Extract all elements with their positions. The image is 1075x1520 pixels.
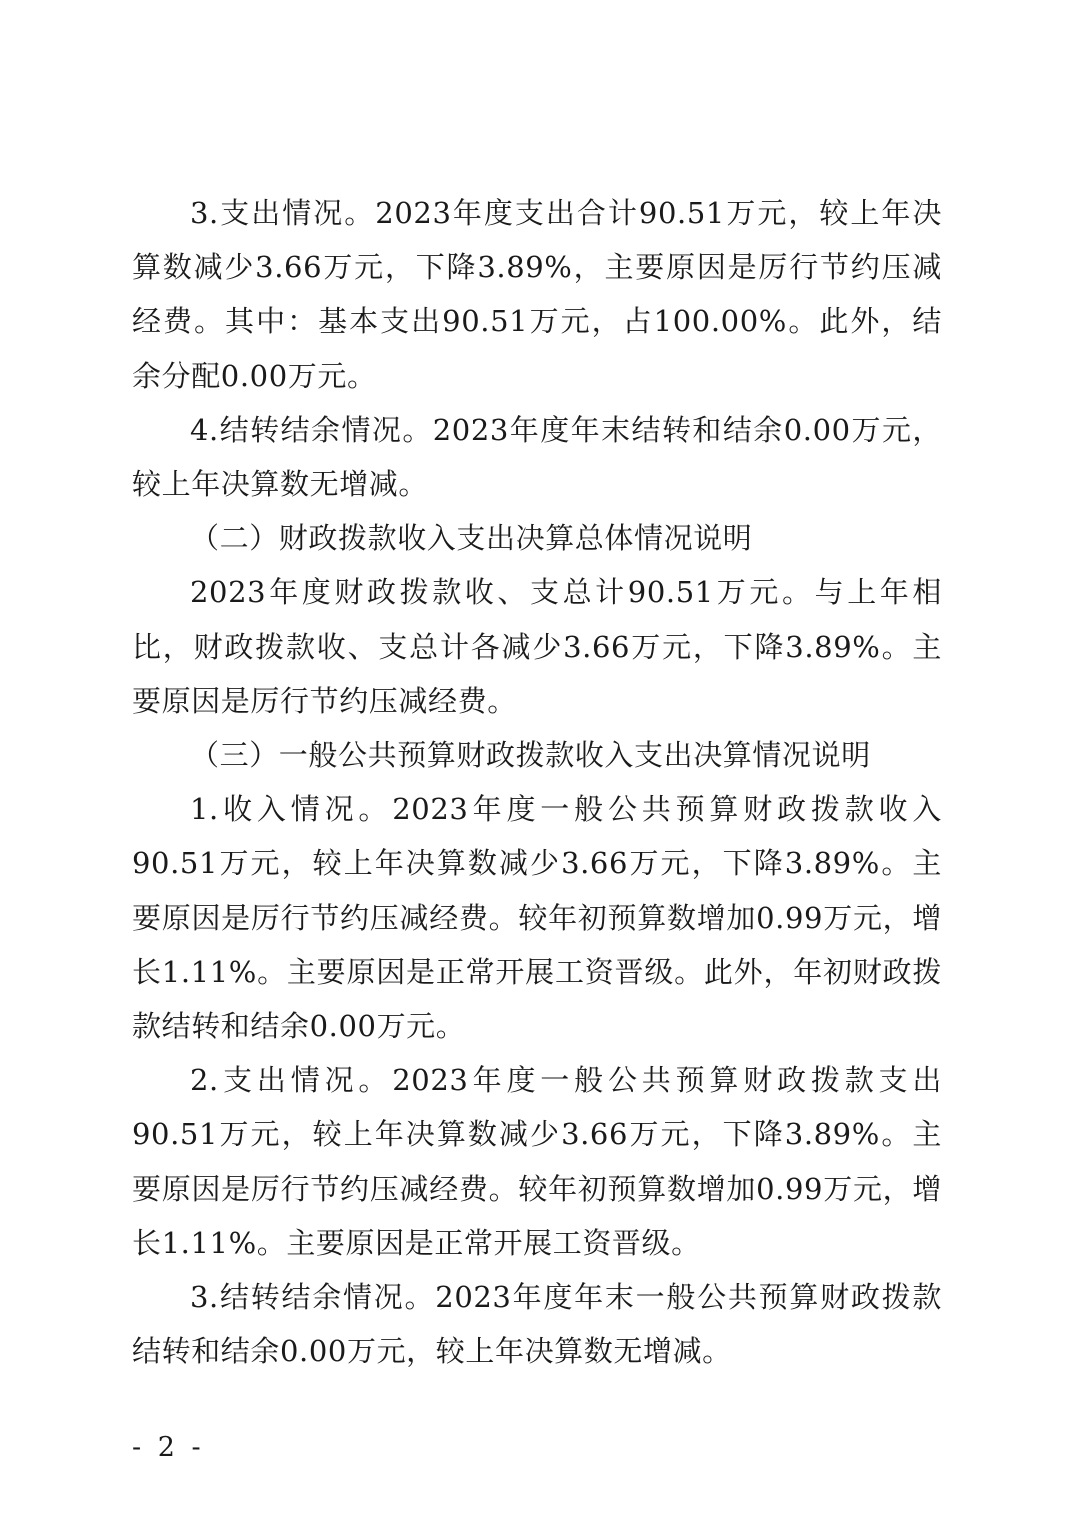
paragraph-general-carryover: 3.结转结余情况。2023年度年末一般公共预算财政拨款结转和结余0.00万元，较上年决算数无增减。 [132,1280,942,1369]
paragraph-expenditure: 3.支出情况。2023年度支出合计90.51万元，较上年决算数减少3.66万元，下降3.89%，主要原因是厉行节约压减经费。其中：基本支出90.51万元，占100.00%。此外，结余分配0.00万元。 [132,196,942,393]
section-heading-fiscal-total: （二）财政拨款收入支出决算总体情况说明 [190,521,753,556]
page-number: - 2 - [132,1432,205,1463]
paragraph-fiscal-total: 2023年度财政拨款收、支总计90.51万元。与上年相比，财政拨款收、支总计各减少3.66万元，下降3.89%。主要原因是厉行节约压减经费。 [132,575,942,718]
document-body [132,186,942,1378]
paragraph-general-income: 1.收入情况。2023年度一般公共预算财政拨款收入90.51万元，较上年决算数减少3.66万元，下降3.89%。主要原因是厉行节约压减经费。较年初预算数增加0.99万元，增长1.11%。主要原因是正常开展工资晋级。此外，年初财政拨款结转和结余0.00万元。 [132,792,942,1044]
paragraph-carryover: 4.结转结余情况。2023年度年末结转和结余0.00万元，较上年决算数无增减。 [132,412,942,502]
paragraph-general-expenditure: 2.支出情况。2023年度一般公共预算财政拨款支出90.51万元，较上年决算数减少3.66万元，下降3.89%。主要原因是厉行节约压减经费。较年初预算数增加0.99万元，增长1.11%。主要原因是正常开展工资晋级。 [132,1063,942,1260]
section-heading-general-budget: （三）一般公共预算财政拨款收入支出决算情况说明 [190,738,871,773]
